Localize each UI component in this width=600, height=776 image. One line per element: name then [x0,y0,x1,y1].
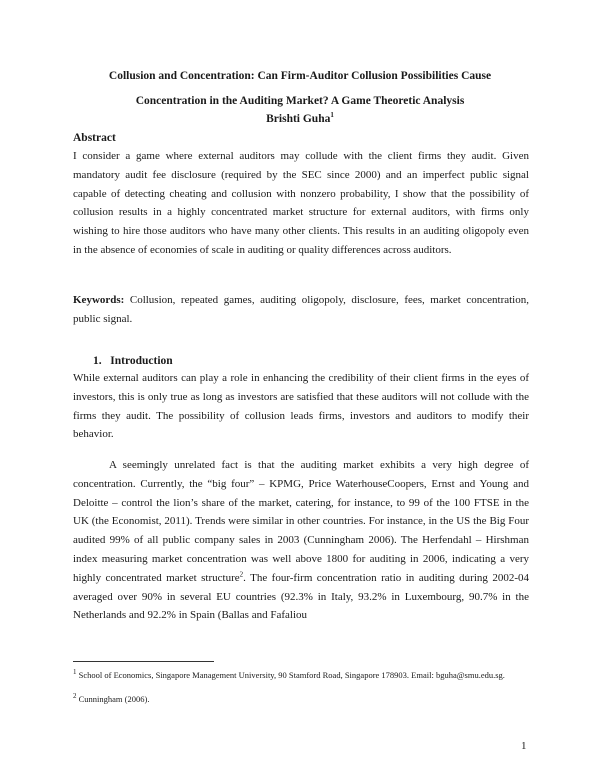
footnote-1 [73,670,529,681]
abstract-text: I consider a game where external auditors may collude with the client firms they audit. Given mandatory audit fee disclosure (required by the SEC since 2000) and an imperfect public signal capable of detecting cheating and collusion with nonzero probability, I show that the possibility of collusion results in a highly concentrated market structure for external auditors, with firms only wishing to hire those auditors who have many other clients. This results in an auditing oligopoly even in the absence of economies of scale in auditing or quality differences across auditors. [73,150,529,256]
footnote-1-number: 1 [73,668,77,677]
footnote-2-number: 2 [73,692,77,701]
footnote-divider [73,661,214,662]
paper-title-line-2: Concentration in the Auditing Market? A Game Theoretic Analysis [135,95,465,107]
keywords-text: Collusion, repeated games, auditing oligopoly, disclosure, fees, market concentration, public signal. [73,294,529,325]
intro-paragraph-2-text-a: A seemingly unrelated fact is that the auditing market exhibits a very high degree of concentration. Currently, the “big four” – KPMG, Price WaterhouseCoopers, Ernst and Young and Deloitte – control the lion’s share of the market, catering, for instance, to 99 of the 100 FTSE in the UK (the Economist, 2011). Trends were similar in other countries. For instance, in the US the Big Four audited 99% of all public company sales in 2003 (Cunningham 2006). The Herfendahl – Hirshman index measuring market concentration was well above 1800 for auditing in 2006, indicating a very highly concentrated market structure [73,459,529,584]
section-heading-introduction: 1. Introduction [93,355,173,367]
abstract-heading: Abstract [73,132,116,144]
author-footnote-marker: 1 [330,111,334,120]
paper-title-line-1: Collusion and Concentration: Can Firm-Auditor Collusion Possibilities Cause [108,70,492,82]
footnote-marker-2: 2 [239,570,244,579]
author-name: Brishti Guha [266,113,331,125]
footnote-1-text: School of Economics, Singapore Management University, 90 Stamford Road, Singapore 178903. Email: bguha@smu.edu.sg. [76,670,505,680]
intro-paragraph-1: While external auditors can play a role in enhancing the credibility of their client firms in the eyes of investors, this is only true as long as investors are satisfied that these auditors will not collude with the firms they audit. The possibility of collusion leads firms, investors and auditors to modify their behavior. [73,372,529,441]
intro-paragraph-2 [73,456,529,625]
keywords [73,291,529,329]
intro-paragraph-2-text-b: . The four-firm concentration ratio in auditing during 2002-04 averaged over 90% in several EU countries (92.3% in Italy, 93.2% in Luxembourg, 90.7% in the Netherlands and 92.2% in Spain (Ballas and Fafaliou [73,571,529,622]
footnote-2 [73,694,529,705]
page-number: 1 [521,740,527,752]
author-line [0,113,600,126]
keywords-label: Keywords: [73,294,125,306]
footnote-2-text: Cunningham (2006). [76,694,150,704]
